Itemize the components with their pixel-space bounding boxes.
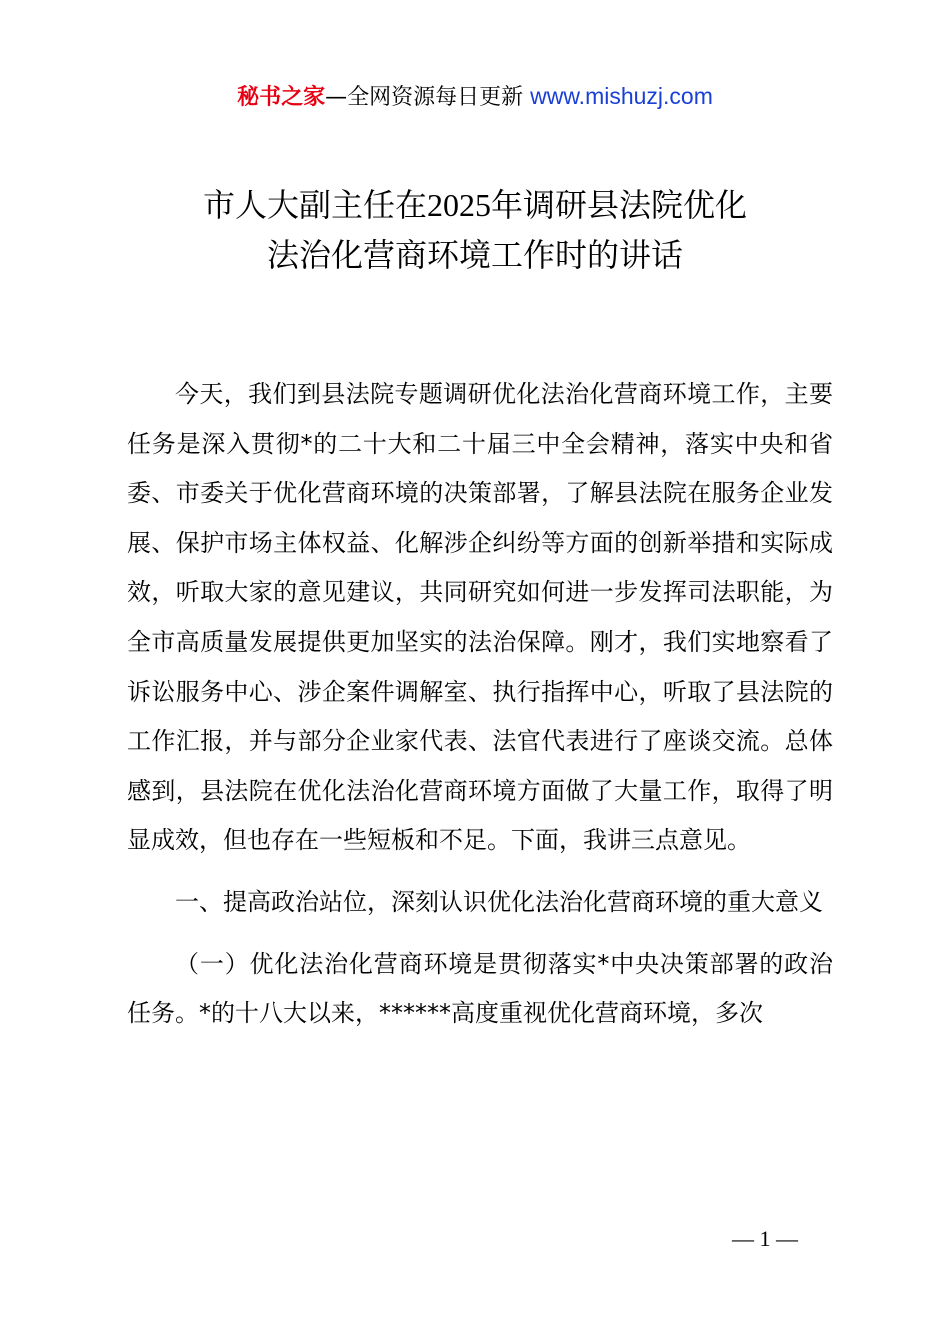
site-tagline: —全网资源每日更新 <box>325 85 524 110</box>
intro-paragraph: 今天，我们到县法院专题调研优化法治化营商环境工作，主要任务是深入贯彻*的二十大和二十届三中全会精神，落实中央和省委、市委关于优化营商环境的决策部署，了解县法院在服务企业发展、保护市场主体权益、化解涉企纠纷等方面的创新举措和实际成效，听取大家的意见建议，共同研究如何进一步发挥司法职能，为全市高质量发展提供更加坚实的法治保障。刚才，我们实地察看了诉讼服务中心、涉企案件调解室、执行指挥中心，听取了县法院的工作汇报，并与部分企业家代表、法官代表进行了座谈交流。总体感到，县法院在优化法治化营商环境方面做了大量工作，取得了明显成效，但也存在一些短板和不足。下面，我讲三点意见。 <box>127 380 833 855</box>
title-line-1 <box>0 180 950 230</box>
title-line-1-after: 年调研县法院优化 <box>491 186 748 224</box>
title-line-1-before: 市人大副主任在 <box>202 186 427 224</box>
title-year: 2025 <box>427 187 491 223</box>
site-header <box>0 80 950 114</box>
document-body <box>127 370 833 1039</box>
title-line-2: 法治化营商环境工作时的讲话 <box>266 236 683 274</box>
section-heading-1: 一、提高政治站位，深刻认识优化法治化营商环境的重大意义 <box>175 887 823 916</box>
site-name: 秘书之家 <box>237 85 326 110</box>
site-url-link[interactable]: www.mishuzj.com <box>530 83 713 109</box>
document-title <box>0 180 950 280</box>
subsection-paragraph-1: （一）优化法治化营商环境是贯彻落实*中央决策部署的政治任务。*的十八大以来，******高度重视优化营商环境，多次 <box>127 949 833 1028</box>
page-number: — 1 — <box>732 1226 798 1251</box>
